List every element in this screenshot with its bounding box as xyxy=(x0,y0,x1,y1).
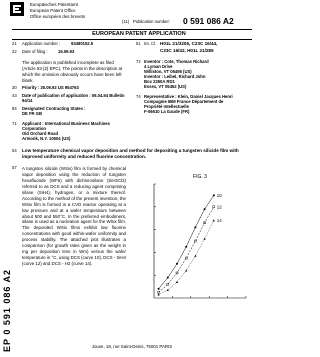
footer-printer: Jouve, 18, rue Saint-Denis, 75001 PARIS xyxy=(91,344,173,349)
inventor-code: 72 xyxy=(136,59,141,64)
curve-label-14: 14 xyxy=(216,217,222,223)
app-number-label: Application number : xyxy=(22,41,61,46)
data-point-10 xyxy=(167,276,169,278)
int-cl-value-2: C23C 16/42, H01L 21/285 xyxy=(160,48,214,53)
title-code: 54 xyxy=(12,148,17,153)
states-code: 84 xyxy=(12,106,17,111)
pub-number-label: Publication number: xyxy=(133,19,171,24)
figure xyxy=(140,170,252,310)
representative-line-4: F-06610 La Gaude (FR) xyxy=(144,109,190,114)
filing-date-label: Date of filing : xyxy=(22,49,48,54)
applicant-line-2: Corporation xyxy=(22,126,46,131)
curve-label-10: 10 xyxy=(216,192,222,198)
invention-title: Low temperature chemical vapor deposition and method for depositing a tungsten silicide film with improved uniformity and reduced fluorine concentration. xyxy=(22,148,239,159)
pub-date-code: 43 xyxy=(12,93,17,98)
filing-date-value: 16.09.93 xyxy=(58,49,75,54)
curve-label-12: 12 xyxy=(216,204,222,210)
doc-type-divider xyxy=(12,39,252,40)
data-point-14 xyxy=(194,255,196,257)
axis-ticks xyxy=(154,184,246,298)
priority-text: Priority : 30.09.92 US 954763 xyxy=(22,85,79,90)
inventor-line-1: Inventor : Cote, Thomas Richard xyxy=(144,59,209,64)
data-point-10 xyxy=(213,194,215,196)
representative-line-3: Propriété Intellectuelle xyxy=(144,104,189,109)
doc-type-title: EUROPEAN PATENT APPLICATION xyxy=(92,31,186,37)
incomplete-note: The application is published incomplete as filed (Article 93 (2) EPC). The points in the description at which the omission obviously occurs have been left blank. xyxy=(22,60,123,83)
inventor-line-3: Williston, VT 05495 (US) xyxy=(144,69,192,74)
data-point-10 xyxy=(158,288,160,290)
inventor-line-6: Essex, VT 05452 (US) xyxy=(144,84,187,89)
data-point-10 xyxy=(185,246,187,248)
figure-label: FIG. 3 xyxy=(193,174,207,180)
figure-plot xyxy=(140,170,252,310)
applicant-code: 71 xyxy=(12,121,17,126)
abstract-code: 57 xyxy=(12,165,17,170)
states-text: Designated Contracting States : DE FR GB xyxy=(22,106,86,116)
office-name-fr: Office européen des brevets xyxy=(30,14,86,19)
office-name-en: European Patent Office xyxy=(30,8,76,13)
applicant-line-3: Old Orchard Road xyxy=(22,131,59,136)
side-pub-number-text: EP 0 591 086 A2 xyxy=(2,268,12,352)
pub-number: 0 591 086 A2 xyxy=(183,16,234,26)
priority-code: 30 xyxy=(12,85,17,90)
pub-number-code: (11) xyxy=(122,19,130,24)
inventor-line-5: Box 2350A RD1 xyxy=(144,79,175,84)
side-pub-number xyxy=(2,248,12,352)
inventor-line-2: 4 Lyman Drive xyxy=(144,64,173,69)
data-point-10 xyxy=(204,208,206,210)
representative-line-2: Compagnie IBM France Département de xyxy=(144,99,224,104)
int-cl-code: 51 xyxy=(136,41,141,46)
filing-date-code: 22 xyxy=(12,49,17,54)
representative-line-1: Representative : Klein, Daniel Jacques Henri xyxy=(144,94,233,99)
epo-logo-icon xyxy=(10,2,24,16)
pub-date-text: Date of publication of application : 06.04.94 Bulletin 94/14 xyxy=(22,93,125,103)
app-number-code: 21 xyxy=(12,41,17,46)
applicant-line-1: Applicant : International Business Machines xyxy=(22,121,110,126)
header-divider xyxy=(12,29,252,30)
office-name-de: Europäisches Patentamt xyxy=(30,2,78,7)
inventor-line-4: Inventor : Leibel, Richard John xyxy=(144,74,206,79)
data-points xyxy=(158,194,215,295)
int-cl-label: Int. Cl. xyxy=(144,41,157,46)
curve-12 xyxy=(159,207,214,292)
data-point-12 xyxy=(194,240,196,242)
curves xyxy=(159,195,214,294)
data-point-10 xyxy=(176,263,178,265)
data-point-10 xyxy=(194,226,196,228)
data-point-14 xyxy=(204,238,206,240)
data-point-14 xyxy=(213,219,215,221)
int-cl-value-1: H01L 21/3205, C23C 16/44, xyxy=(160,41,218,46)
abstract-text: A tungsten silicide (WSix) film is formed by chemical vapor deposition using the reduction of tungsten hexafluoride (WF6) with dichlorosilane (SiH2Cl2) referred to as DCS and a reducing agent comprising silane (SiH4), hydrogen, or a mixture thereof. According to the method of the present invention, the WSix film is formed in a CVD reactor operating at a low pressure and at a wafer temperature between about 500 and 550°C. In the preferred embodiment, silane is used as a nucleation agent for the WSix film. The deposited WSix films exhibit low fluorine concentrations with good within-wafer uniformity and process stability. The attached plot illustrates a comparison (for growth rates given as the weight in mg per deposition time in Wm) versus the wafer temperature in °C, using DCS (curve 10), DCS - SiH4 (curve 12) and DCS - H2 (curve 14). xyxy=(22,166,126,266)
applicant-line-4: Armonk, N.Y. 10504 (US) xyxy=(22,136,71,141)
app-number-value: 93480152.5 xyxy=(71,41,94,46)
representative-code: 74 xyxy=(136,94,141,99)
